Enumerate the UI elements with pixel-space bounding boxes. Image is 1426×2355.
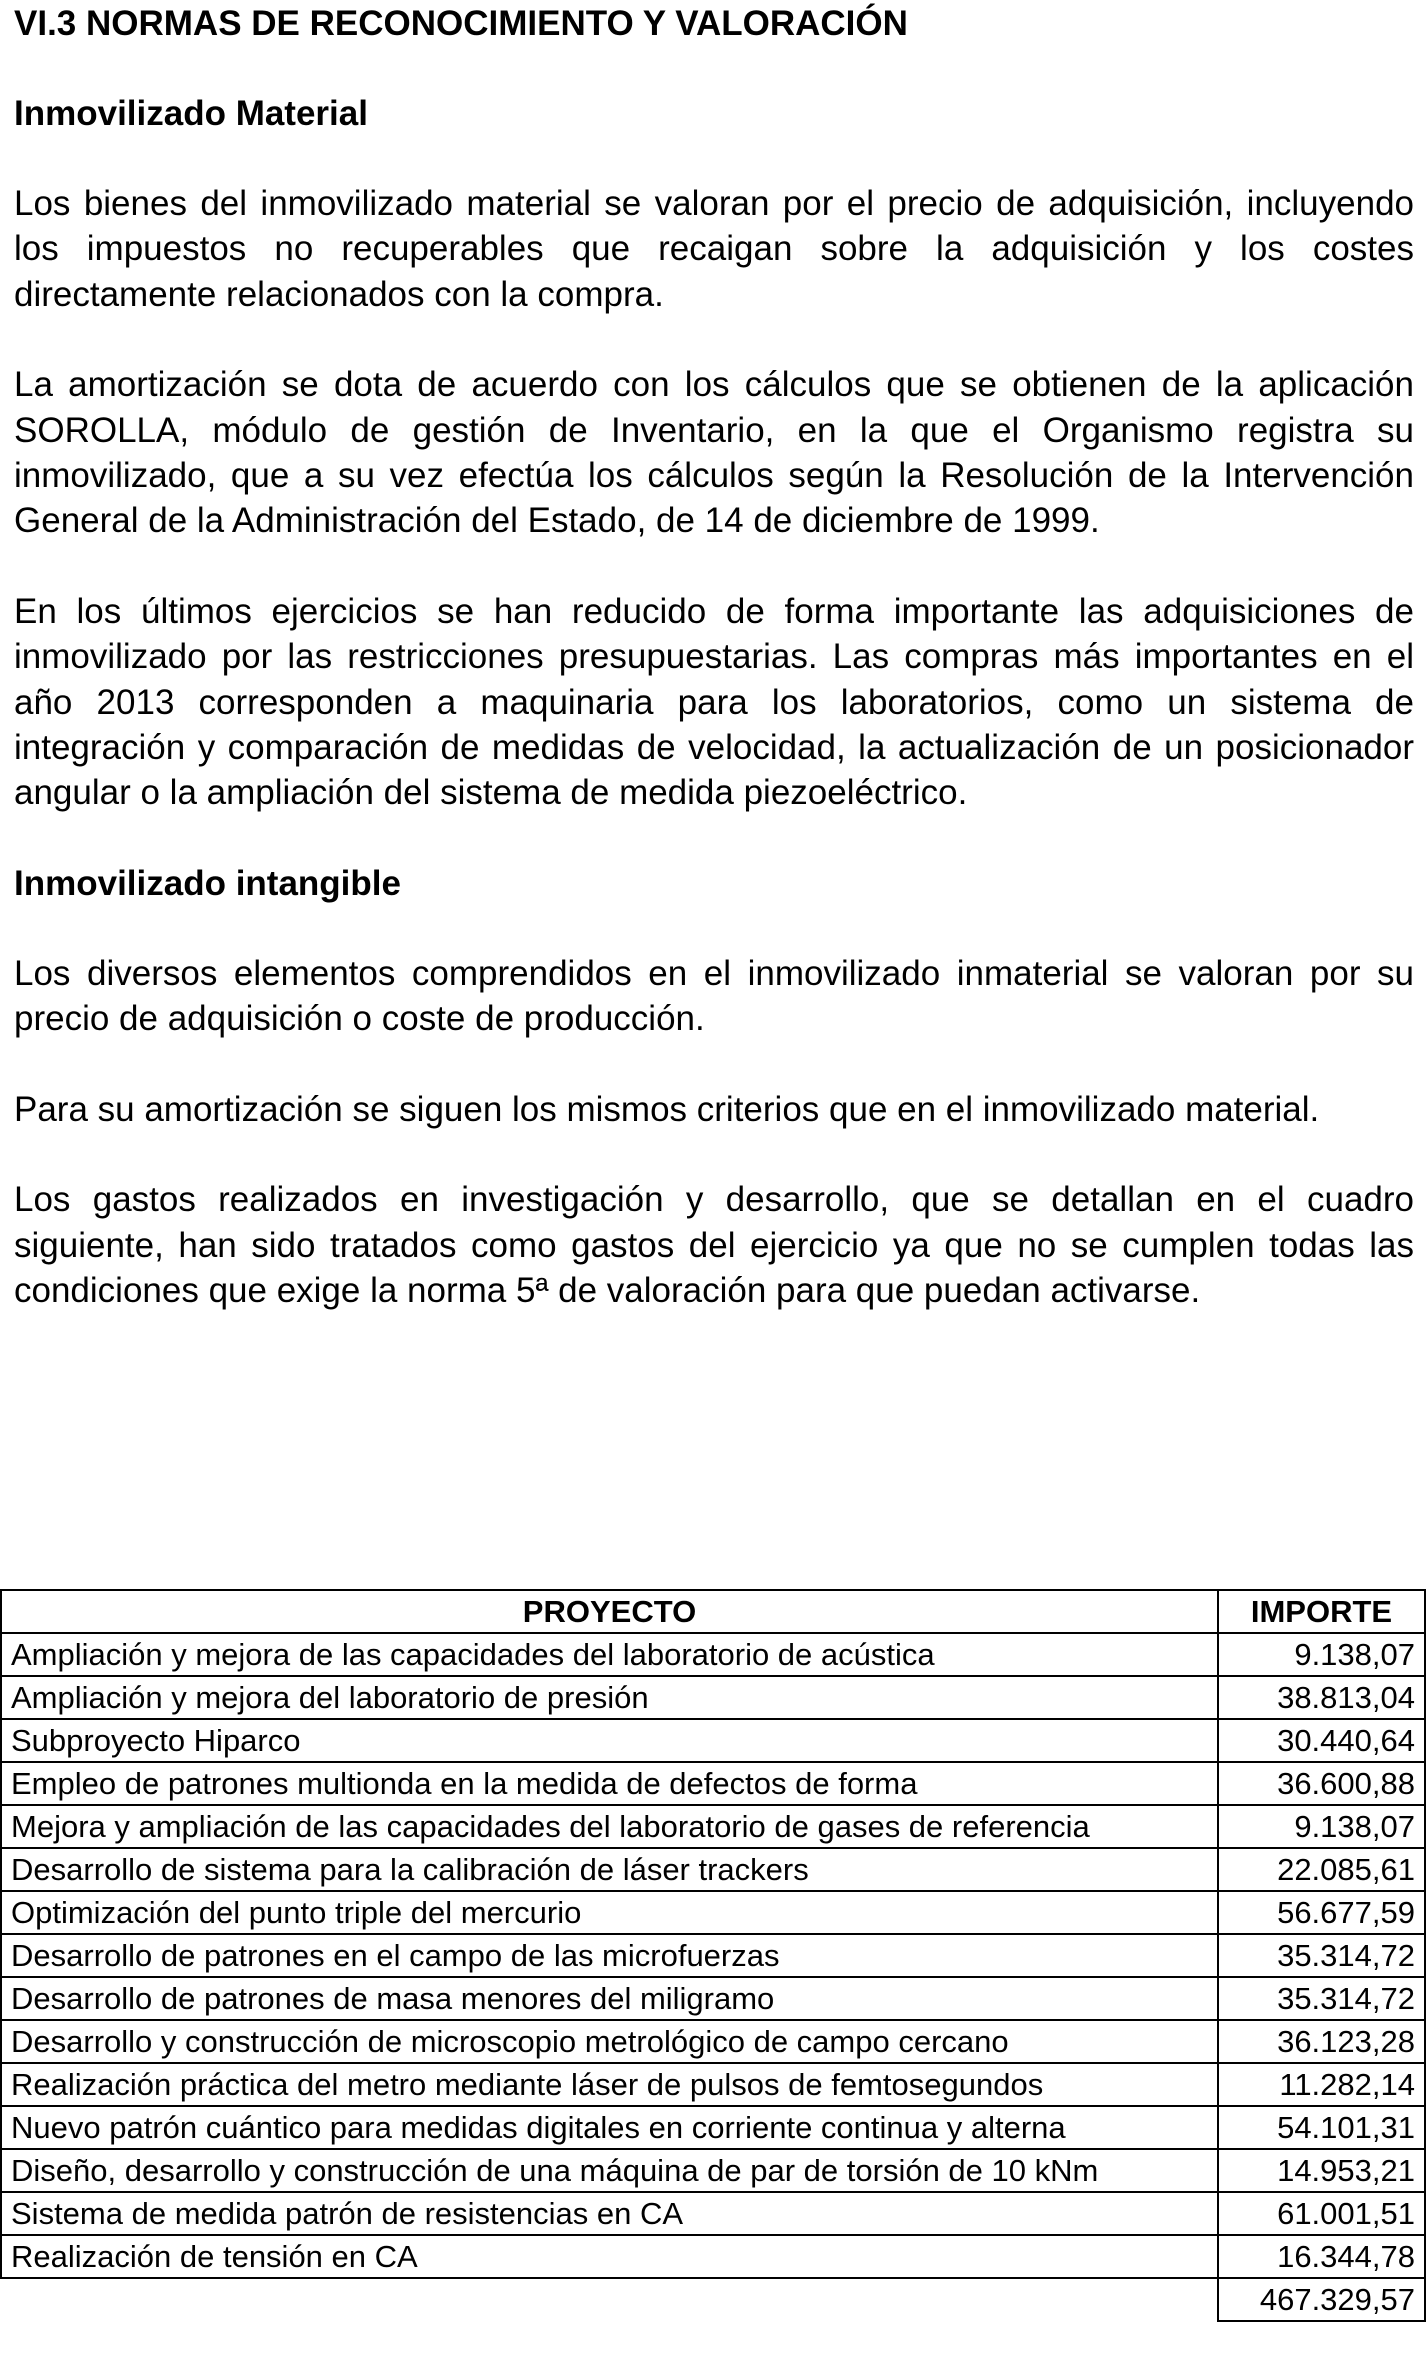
spacer — [14, 317, 1414, 362]
proyecto-cell: Sistema de medida patrón de resistencias en CA — [1, 2192, 1218, 2235]
proyecto-cell: Desarrollo de patrones de masa menores del miligramo — [1, 1977, 1218, 2020]
heading-inmovilizado-material: Inmovilizado Material — [14, 94, 368, 133]
table-header-row — [1, 1590, 1425, 1633]
importe-cell: 22.085,61 — [1218, 1848, 1425, 1891]
proyecto-cell: Mejora y ampliación de las capacidades del laboratorio de gases de referencia — [1, 1805, 1218, 1848]
importe-cell: 56.677,59 — [1218, 1891, 1425, 1934]
importe-cell: 38.813,04 — [1218, 1676, 1425, 1719]
table-row — [1, 1676, 1425, 1719]
column-header-importe: IMPORTE — [1218, 1590, 1425, 1633]
proyecto-cell: Diseño, desarrollo y construcción de una máquina de par de torsión de 10 kNm — [1, 2149, 1218, 2192]
proyecto-cell: Realización práctica del metro mediante láser de pulsos de femtosegundos — [1, 2063, 1218, 2106]
table-row — [1, 2106, 1425, 2149]
importe-cell: 16.344,78 — [1218, 2235, 1425, 2278]
proyecto-cell: Desarrollo y construcción de microscopio metrológico de campo cercano — [1, 2020, 1218, 2063]
spacer — [14, 906, 1414, 951]
importe-cell: 36.123,28 — [1218, 2020, 1425, 2063]
total-importe: 467.329,57 — [1218, 2278, 1425, 2321]
table-row — [1, 2063, 1425, 2106]
importe-cell: 35.314,72 — [1218, 1934, 1425, 1977]
spacer — [14, 46, 1414, 91]
paragraph: En los últimos ejercicios se han reducido de forma importante las adquisiciones de inmovilizado por las restricciones presupuestarias. Las compras más importantes en el año 2013 corresponden a maquinaria para los laboratorios, como un sistema de integración y comparación de medidas de velocidad, la actualización de un posicionador angular o la ampliación del sistema de medida piezoeléctrico. — [14, 591, 1414, 813]
table-row — [1, 1762, 1425, 1805]
importe-cell: 30.440,64 — [1218, 1719, 1425, 1762]
paragraph: Los bienes del inmovilizado material se valoran por el precio de adquisición, incluyendo los impuestos no recuperables que recaigan sobre la adquisición y los costes directamente relacionados con la compra. — [14, 184, 1414, 314]
proyecto-cell: Subproyecto Hiparco — [1, 1719, 1218, 1762]
importe-cell: 54.101,31 — [1218, 2106, 1425, 2149]
spacer — [14, 1042, 1414, 1087]
proyecto-cell: Desarrollo de sistema para la calibración de láser trackers — [1, 1848, 1218, 1891]
table-row — [1, 2149, 1425, 2192]
table-row — [1, 1848, 1425, 1891]
importe-cell: 35.314,72 — [1218, 1977, 1425, 2020]
proyecto-cell: Nuevo patrón cuántico para medidas digitales en corriente continua y alterna — [1, 2106, 1218, 2149]
importe-cell: 36.600,88 — [1218, 1762, 1425, 1805]
proyecto-cell: Realización de tensión en CA — [1, 2235, 1218, 2278]
heading-inmovilizado-intangible: Inmovilizado intangible — [14, 863, 401, 903]
table-row — [1, 1805, 1425, 1848]
table-row — [1, 2192, 1425, 2235]
table-row — [1, 1891, 1425, 1934]
total-blank-cell — [1, 2278, 1218, 2321]
table-total-row — [1, 2278, 1425, 2321]
projects-table — [0, 1589, 1426, 2322]
importe-cell: 9.138,07 — [1218, 1805, 1425, 1848]
table-row — [1, 2020, 1425, 2063]
proyecto-cell: Ampliación y mejora de las capacidades del laboratorio de acústica — [1, 1633, 1218, 1676]
table-row — [1, 1934, 1425, 1977]
section-title: VI.3 NORMAS DE RECONOCIMIENTO Y VALORACIÓN — [14, 4, 908, 43]
importe-cell: 14.953,21 — [1218, 2149, 1425, 2192]
paragraph: Para su amortización se siguen los mismos criterios que en el inmovilizado material. — [14, 1089, 1320, 1129]
proyecto-cell: Empleo de patrones multionda en la medida de defectos de forma — [1, 1762, 1218, 1805]
importe-cell: 11.282,14 — [1218, 2063, 1425, 2106]
table-row — [1, 2235, 1425, 2278]
paragraph: Los gastos realizados en investigación y desarrollo, que se detallan en el cuadro siguiente, han sido tratados como gastos del ejercicio ya que no se cumplen todas las condiciones que exige la norma 5ª de valoración para que puedan activarse. — [14, 1180, 1414, 1310]
table-row — [1, 1719, 1425, 1762]
importe-cell: 61.001,51 — [1218, 2192, 1425, 2235]
proyecto-cell: Optimización del punto triple del mercurio — [1, 1891, 1218, 1934]
spacer — [14, 544, 1414, 589]
paragraph: Los diversos elementos comprendidos en el inmovilizado inmaterial se valoran por su precio de adquisición o coste de producción. — [14, 953, 1414, 1039]
column-header-proyecto: PROYECTO — [1, 1590, 1218, 1633]
importe-cell: 9.138,07 — [1218, 1633, 1425, 1676]
spacer — [14, 136, 1414, 181]
document-page — [14, 0, 1414, 1313]
table-row — [1, 1633, 1425, 1676]
spacer — [14, 1132, 1414, 1177]
table-row — [1, 1977, 1425, 2020]
paragraph: La amortización se dota de acuerdo con los cálculos que se obtienen de la aplicación SOROLLA, módulo de gestión de Inventario, en la que el Organismo registra su inmovilizado, que a su vez efectúa los cálculos según la Resolución de la Intervención General de la Administración del Estado, de 14 de diciembre de 1999. — [14, 365, 1414, 541]
proyecto-cell: Ampliación y mejora del laboratorio de presión — [1, 1676, 1218, 1719]
proyecto-cell: Desarrollo de patrones en el campo de las microfuerzas — [1, 1934, 1218, 1977]
spacer — [14, 816, 1414, 861]
